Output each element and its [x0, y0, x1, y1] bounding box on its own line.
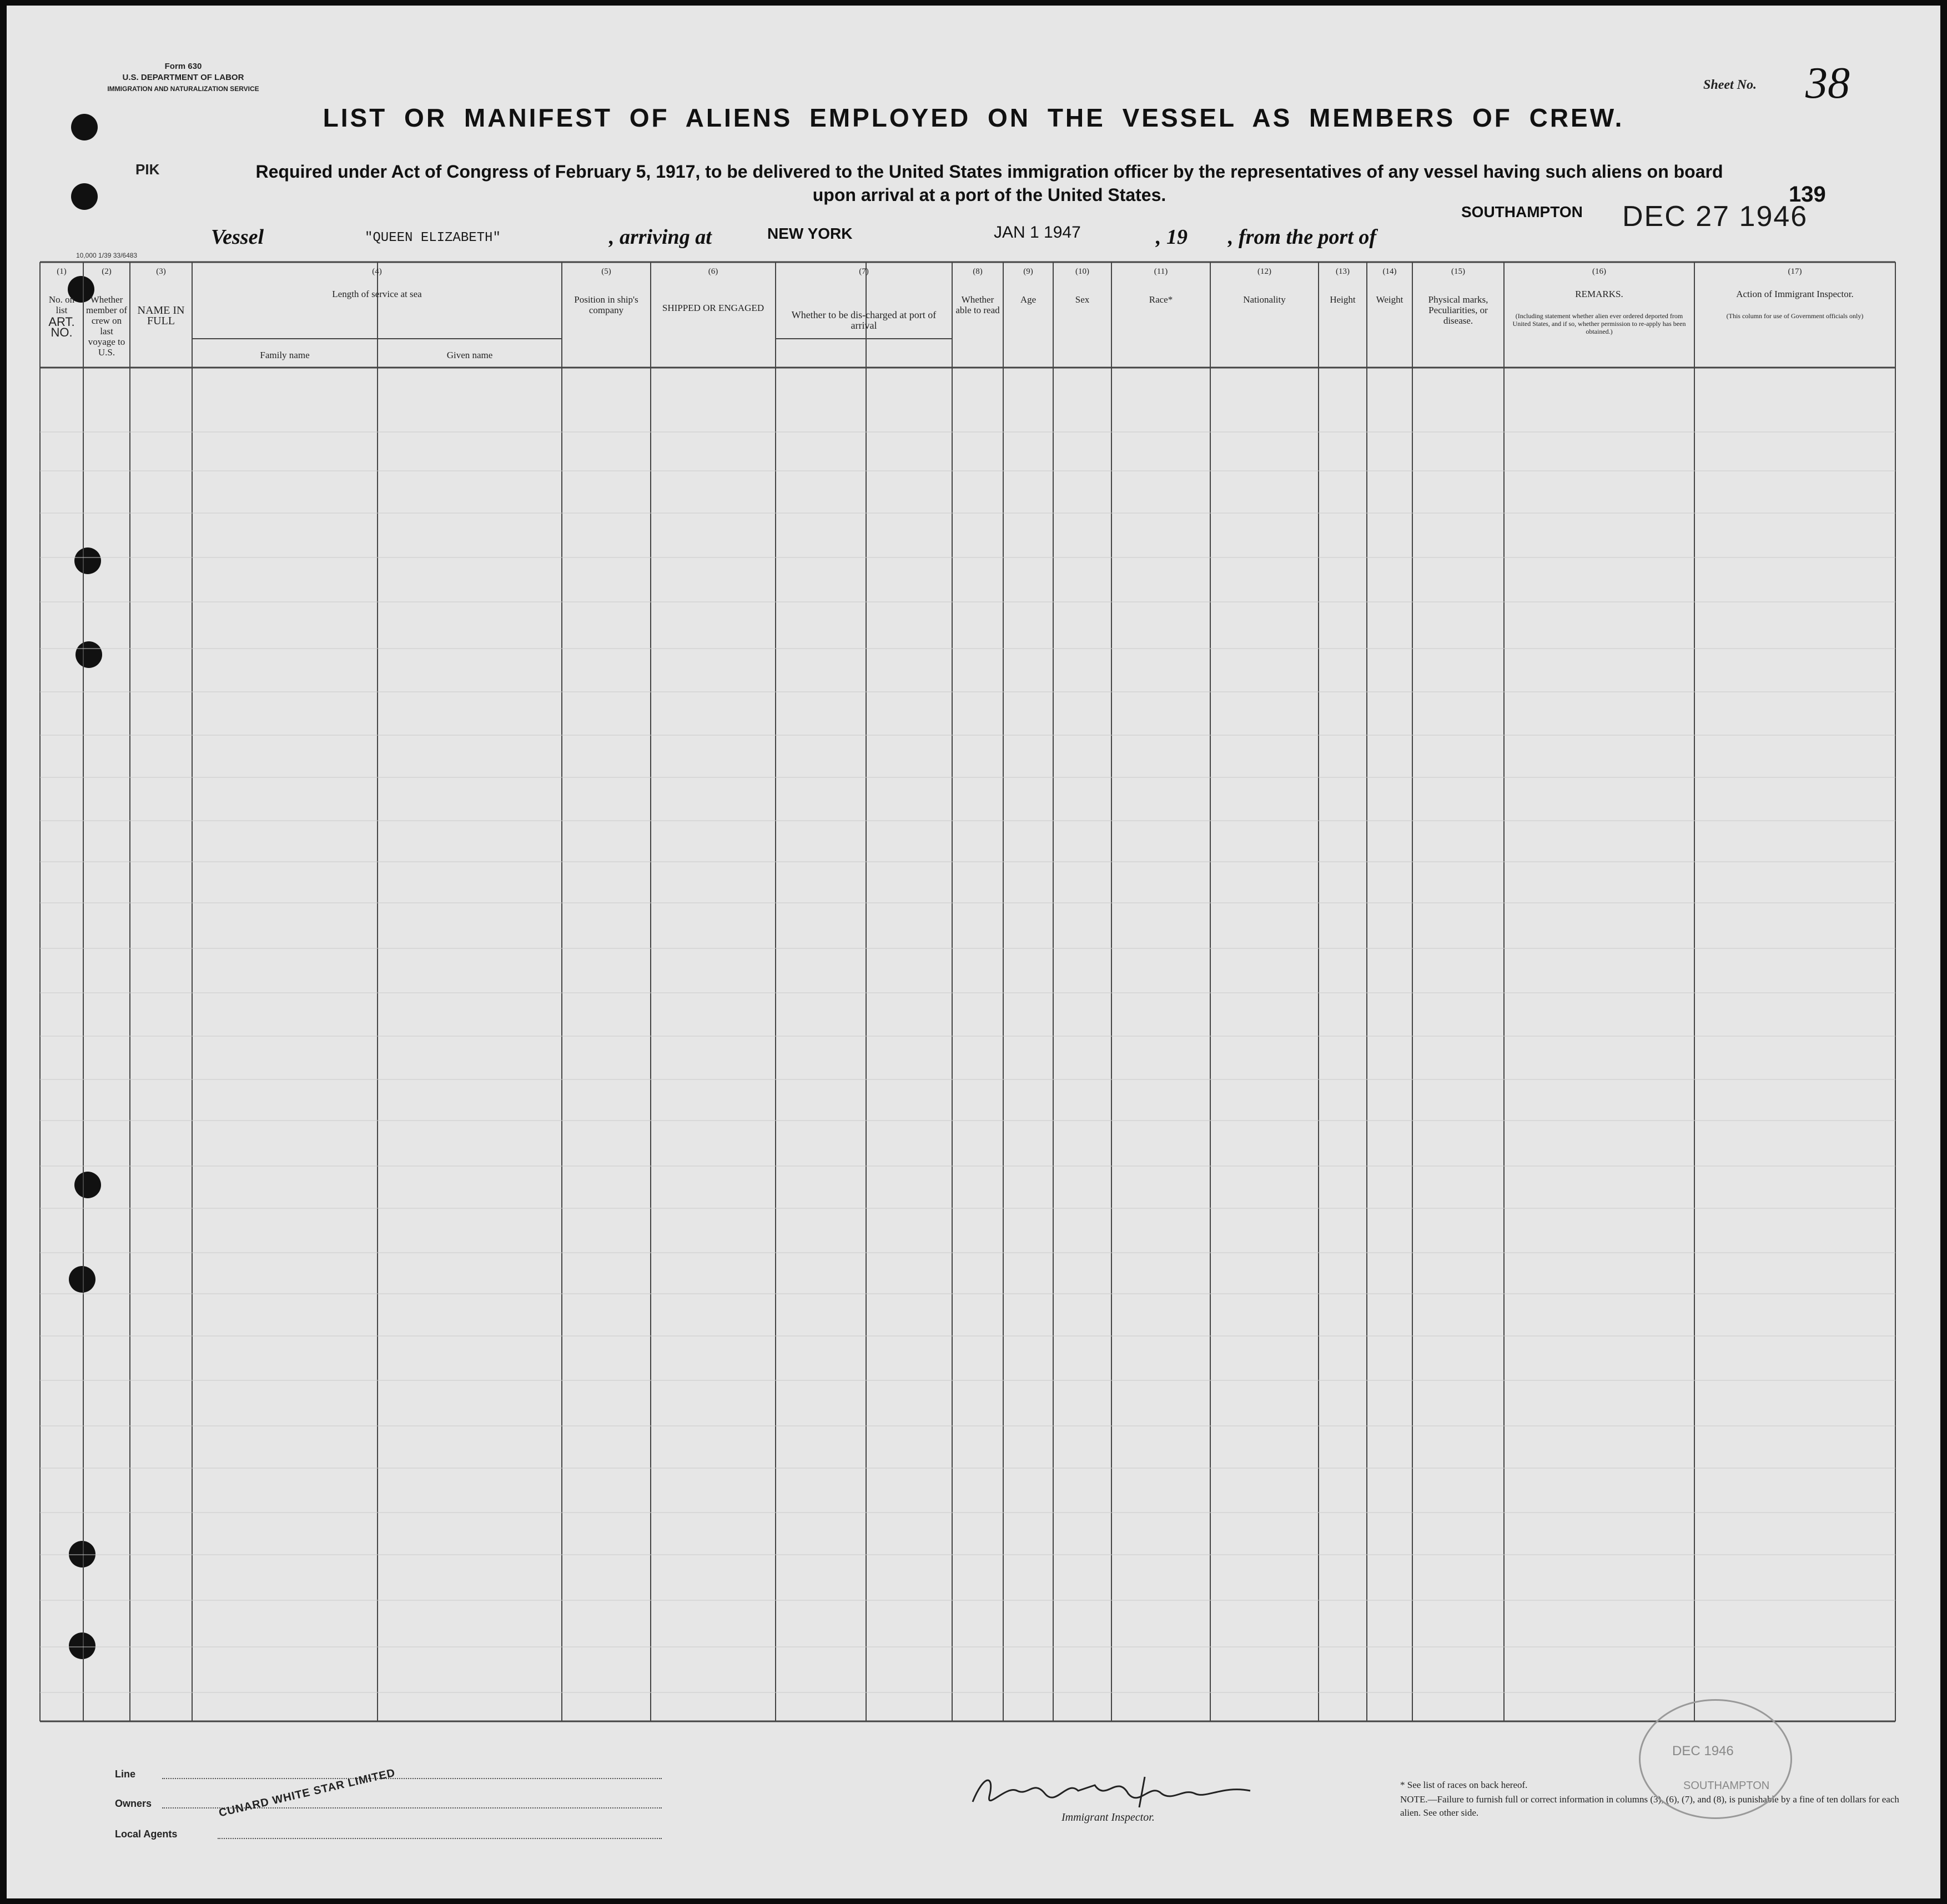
- header-physical-marks-peculiarities-or-disease: Physical marks, Peculiarities, or disease.: [1428, 294, 1488, 326]
- header-note: (Including statement whether alien ever ordered deported from United States, and if so, whether permission to re-apply has been obtained.): [1512, 312, 1686, 335]
- punch-hole: [69, 1632, 95, 1659]
- local-agents-label: Local Agents: [115, 1828, 178, 1840]
- header-remarks: REMARKS.: [1575, 289, 1623, 299]
- document-subtitle: Required under Act of Congress of February 5, 1917, to be delivered to the United States immigration officer by the representatives of any vessel having such aliens on board upon arrival at a port of the United States.: [255, 162, 1723, 205]
- manifest-sheet: [7, 6, 1940, 1898]
- form-number: Form 630: [164, 62, 202, 71]
- port-stamp: SOUTHAMPTON: [1461, 203, 1583, 220]
- header-position-in-ship-s-company: Position in ship's company: [574, 294, 638, 315]
- print-code: 10,000 1/39 33/6483: [76, 252, 138, 259]
- form-identifier: [78, 61, 289, 94]
- header-length-of-service-at-sea: Length of service at sea: [332, 289, 422, 299]
- punch-hole: [69, 1266, 95, 1293]
- header-given-name: Given name: [446, 350, 493, 360]
- document-title: LIST OR MANIFEST OF ALIENS EMPLOYED ON THE VESSEL AS MEMBERS OF CREW.: [323, 103, 1624, 132]
- header-race: Race*: [1149, 294, 1173, 305]
- arrival-date: JAN 1 1947: [994, 223, 1081, 242]
- department-name: U.S. DEPARTMENT OF LABOR: [122, 73, 244, 82]
- pik-mark: PIK: [135, 161, 160, 178]
- oval-stamp-port: SOUTHAMPTON: [1683, 1780, 1770, 1792]
- from-port-label: , from the port of: [1228, 225, 1377, 249]
- service-name: IMMIGRATION AND NATURALIZATION SERVICE: [107, 85, 259, 93]
- header-shipped-or-engaged: SHIPPED OR ENGAGED: [662, 303, 764, 313]
- punch-hole: [74, 1172, 101, 1198]
- header-col-num: (4): [372, 267, 382, 276]
- header-name-in-full: NAME IN FULL: [137, 304, 185, 327]
- inspection-stamp: [1639, 1699, 1792, 1819]
- punch-hole: [76, 641, 102, 668]
- punch-hole: [69, 1541, 95, 1568]
- arrival-port: NEW YORK: [767, 225, 853, 242]
- header-age: Age: [1020, 294, 1037, 305]
- header-nationality: Nationality: [1243, 294, 1286, 305]
- header-col-num: (5): [601, 267, 611, 276]
- header-col-num: (3): [156, 267, 166, 276]
- header-family-name: Family name: [260, 350, 310, 360]
- date-stamp: DEC 27 1946: [1622, 200, 1808, 233]
- header-col-num: (8): [973, 267, 983, 276]
- year-label: , 19: [1156, 225, 1188, 249]
- header-col-num: (17): [1788, 267, 1802, 276]
- header-sex: Sex: [1075, 294, 1090, 305]
- header-col-num: (16): [1592, 267, 1606, 276]
- header-col-num: (13): [1336, 267, 1350, 276]
- header-whether-to-be-dis-charged-at-port-of-arrival: Whether to be dis-charged at port of arrival: [791, 309, 937, 331]
- oval-stamp-date: DEC 1946: [1672, 1744, 1734, 1759]
- arriving-label: , arriving at: [609, 225, 712, 249]
- header-col-num: (9): [1023, 267, 1033, 276]
- header-col-num: (15): [1451, 267, 1465, 276]
- sheet-number: 38: [1805, 59, 1850, 108]
- line-label: Line: [115, 1769, 136, 1780]
- header-col-num: (1): [57, 267, 67, 276]
- header-col-num: (14): [1382, 267, 1397, 276]
- header-col-num: (12): [1257, 267, 1271, 276]
- punch-hole: [74, 547, 101, 574]
- punch-hole: [71, 183, 98, 210]
- vessel-label: Vessel: [211, 225, 264, 249]
- header-col-num: (10): [1075, 267, 1089, 276]
- vessel-name: "QUEEN ELIZABETH": [365, 230, 501, 245]
- header-action-of-immigrant-inspector: Action of Immigrant Inspector.: [1736, 289, 1854, 299]
- header-whether-able-to-read: Whether able to read: [955, 294, 1000, 315]
- owners-label: Owners: [115, 1798, 152, 1809]
- inspector-label: Immigrant Inspector.: [1061, 1811, 1155, 1823]
- header-whether-member-of-crew-on-last-voyage-to-u-s: Whether member of crew on last voyage to U.S.: [85, 294, 128, 358]
- races-note: * See list of races on back hereof.: [1400, 1780, 1528, 1790]
- sheet-number-label: Sheet No.: [1703, 78, 1757, 92]
- header-note: (This column for use of Government officials only): [1726, 312, 1864, 320]
- company-stamp: CUNARD WHITE STAR LIMITED: [218, 1766, 397, 1820]
- header-height: Height: [1330, 294, 1356, 305]
- fine-note: NOTE.—Failure to furnish full or correct information in columns (3), (6), (7), and (8), is punishable by a fine of ten dollars for each alien. See other side.: [1400, 1794, 1899, 1818]
- header-no-on-list: No. on list: [48, 294, 75, 315]
- header-col-num: (6): [708, 267, 718, 276]
- header-art-no: ART. NO.: [48, 315, 75, 339]
- page-number: 139: [1789, 182, 1826, 207]
- header-weight: Weight: [1376, 294, 1403, 305]
- header-col-num: (7): [859, 267, 869, 276]
- header-col-num: (11): [1154, 267, 1168, 276]
- header-col-num: (2): [102, 267, 112, 276]
